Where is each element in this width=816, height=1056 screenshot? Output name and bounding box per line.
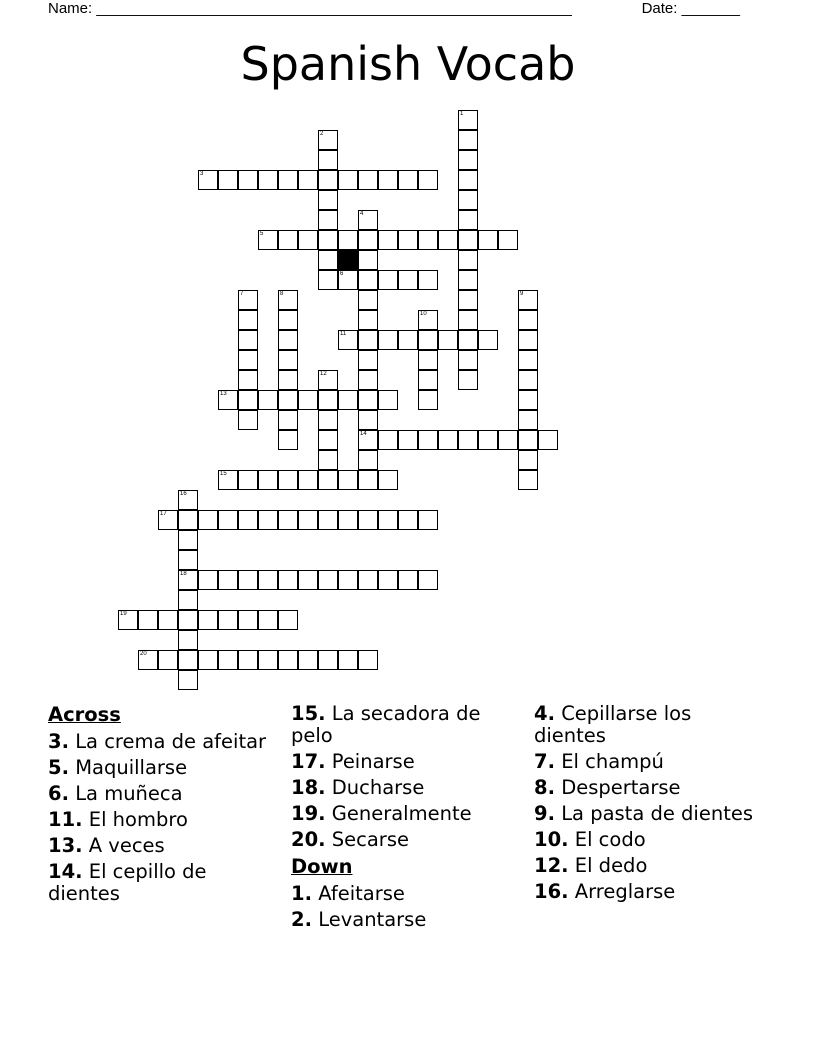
grid-cell xyxy=(178,650,198,670)
grid-cell xyxy=(278,290,298,310)
grid-cell xyxy=(318,430,338,450)
grid-cell xyxy=(338,650,358,670)
clue-column-2 xyxy=(291,703,523,935)
cell-number: 19 xyxy=(120,611,127,617)
grid-cell xyxy=(358,290,378,310)
cell-number: 17 xyxy=(160,511,167,517)
grid-cell xyxy=(178,630,198,650)
across-clue: 13. A veces xyxy=(48,834,165,857)
grid-cell xyxy=(258,170,278,190)
grid-cell xyxy=(278,430,298,450)
grid-cell xyxy=(258,610,278,630)
grid-cell xyxy=(358,470,378,490)
grid-cell xyxy=(178,570,198,590)
grid-cell xyxy=(478,430,498,450)
grid-cell xyxy=(418,370,438,390)
grid-cell xyxy=(338,470,358,490)
grid-cell xyxy=(298,170,318,190)
cell-number: 18 xyxy=(180,571,187,577)
grid-cell xyxy=(178,550,198,570)
down-clue: 8. Despertarse xyxy=(534,776,681,799)
grid-cell xyxy=(238,610,258,630)
grid-cell xyxy=(278,650,298,670)
grid-cell xyxy=(418,230,438,250)
grid-cell xyxy=(458,250,478,270)
cell-number: 1 xyxy=(460,111,464,117)
grid-cell xyxy=(318,370,338,390)
down-clue: 9. La pasta de dientes xyxy=(534,802,754,825)
grid-cell xyxy=(278,410,298,430)
grid-cell xyxy=(458,330,478,350)
grid-cell xyxy=(518,450,538,470)
grid-cell xyxy=(318,250,338,270)
grid-cell xyxy=(218,170,238,190)
grid-cell xyxy=(298,390,318,410)
grid-cell xyxy=(318,510,338,530)
grid-cell xyxy=(458,370,478,390)
grid-cell xyxy=(418,270,438,290)
grid-cell xyxy=(398,430,418,450)
grid-cell xyxy=(178,490,198,510)
grid-cell xyxy=(338,390,358,410)
grid-cell xyxy=(378,430,398,450)
grid-cell xyxy=(458,430,478,450)
grid-cell xyxy=(238,570,258,590)
grid-cell xyxy=(258,470,278,490)
grid-cell xyxy=(358,650,378,670)
grid-cell xyxy=(458,290,478,310)
grid-cell xyxy=(338,230,358,250)
grid-cell xyxy=(358,370,378,390)
clue-column-1 xyxy=(48,703,280,909)
grid-cell xyxy=(238,370,258,390)
grid-cell xyxy=(178,610,198,630)
grid-cell xyxy=(238,470,258,490)
black-square xyxy=(338,250,358,270)
grid-cell xyxy=(278,610,298,630)
grid-cell xyxy=(358,250,378,270)
grid-cell xyxy=(238,330,258,350)
grid-cell xyxy=(418,430,438,450)
grid-cell xyxy=(378,330,398,350)
grid-cell xyxy=(238,410,258,430)
grid-cell xyxy=(218,510,238,530)
name-field-line: Name: _________________________________________________________ xyxy=(48,0,572,17)
grid-cell xyxy=(458,130,478,150)
grid-cell xyxy=(318,650,338,670)
grid-cell xyxy=(258,570,278,590)
cell-number: 5 xyxy=(260,231,264,237)
grid-cell xyxy=(238,390,258,410)
down-clue: 12. El dedo xyxy=(534,854,648,877)
grid-cell xyxy=(358,410,378,430)
grid-cell xyxy=(318,450,338,470)
across-clue: 3. La crema de afeitar xyxy=(48,730,267,753)
grid-cell xyxy=(318,170,338,190)
across-clue: 14. El cepillo de dientes xyxy=(48,860,207,905)
grid-cell xyxy=(298,510,318,530)
across-clue: 20. Secarse xyxy=(291,828,409,851)
across-clue: 17. Peinarse xyxy=(291,750,415,773)
cell-number: 8 xyxy=(280,291,284,297)
grid-cell xyxy=(358,270,378,290)
down-clue: 2. Levantarse xyxy=(291,908,427,931)
cell-number: 20 xyxy=(140,651,147,657)
down-clue: 1. Afeitarse xyxy=(291,882,405,905)
grid-cell xyxy=(298,650,318,670)
grid-cell xyxy=(278,470,298,490)
grid-cell xyxy=(358,570,378,590)
grid-cell xyxy=(378,570,398,590)
grid-cell xyxy=(258,650,278,670)
page-title: Spanish Vocab xyxy=(240,37,576,91)
grid-cell xyxy=(218,570,238,590)
grid-cell xyxy=(238,310,258,330)
grid-cell xyxy=(458,150,478,170)
grid-cell xyxy=(378,510,398,530)
grid-cell xyxy=(358,510,378,530)
grid-cell xyxy=(378,230,398,250)
grid-cell xyxy=(518,350,538,370)
grid-cell xyxy=(498,230,518,250)
grid-cell xyxy=(398,510,418,530)
grid-cell xyxy=(458,270,478,290)
grid-cell xyxy=(458,210,478,230)
grid-cell xyxy=(518,430,538,450)
grid-cell xyxy=(358,350,378,370)
grid-cell xyxy=(418,570,438,590)
grid-cell xyxy=(158,610,178,630)
grid-cell xyxy=(398,230,418,250)
grid-cell xyxy=(318,570,338,590)
grid-cell xyxy=(358,330,378,350)
grid-cell xyxy=(358,390,378,410)
cell-number: 12 xyxy=(320,371,327,377)
grid-cell xyxy=(398,170,418,190)
grid-cell xyxy=(458,350,478,370)
cell-number: 2 xyxy=(320,131,324,137)
grid-cell xyxy=(518,370,538,390)
cell-number: 3 xyxy=(200,171,204,177)
grid-cell xyxy=(318,130,338,150)
grid-cell xyxy=(278,390,298,410)
grid-cell xyxy=(198,650,218,670)
cell-number: 16 xyxy=(180,491,187,497)
grid-cell xyxy=(458,110,478,130)
cell-number: 15 xyxy=(220,471,227,477)
grid-cell xyxy=(298,230,318,250)
across-clue: 6. La muñeca xyxy=(48,782,183,805)
grid-cell xyxy=(398,270,418,290)
down-clue: 10. El codo xyxy=(534,828,646,851)
grid-cell xyxy=(258,230,278,250)
grid-cell xyxy=(278,230,298,250)
across-clue: 19. Generalmente xyxy=(291,802,472,825)
grid-cell xyxy=(198,610,218,630)
grid-cell xyxy=(338,330,358,350)
grid-cell xyxy=(278,330,298,350)
grid-cell xyxy=(418,510,438,530)
grid-cell xyxy=(478,330,498,350)
grid-cell xyxy=(338,170,358,190)
down-heading: Down xyxy=(291,855,353,878)
grid-cell xyxy=(318,470,338,490)
grid-cell xyxy=(358,170,378,190)
grid-cell xyxy=(518,470,538,490)
grid-cell xyxy=(218,650,238,670)
grid-cell xyxy=(458,310,478,330)
cell-number: 6 xyxy=(340,271,344,277)
grid-cell xyxy=(358,430,378,450)
grid-cell xyxy=(278,370,298,390)
grid-cell xyxy=(338,270,358,290)
grid-cell xyxy=(318,210,338,230)
grid-cell xyxy=(418,330,438,350)
grid-cell xyxy=(158,650,178,670)
grid-cell xyxy=(298,470,318,490)
grid-cell xyxy=(518,290,538,310)
grid-cell xyxy=(538,430,558,450)
grid-cell xyxy=(358,210,378,230)
grid-cell xyxy=(518,330,538,350)
grid-cell xyxy=(278,310,298,330)
cell-number: 7 xyxy=(240,291,244,297)
grid-cell xyxy=(218,610,238,630)
down-clue: 16. Arreglarse xyxy=(534,880,676,903)
grid-cell xyxy=(218,390,238,410)
grid-cell xyxy=(398,330,418,350)
across-clue: 18. Ducharse xyxy=(291,776,425,799)
grid-cell xyxy=(198,170,218,190)
grid-cell xyxy=(338,510,358,530)
grid-cell xyxy=(158,510,178,530)
cell-number: 9 xyxy=(520,291,524,297)
cell-number: 11 xyxy=(340,331,347,337)
grid-cell xyxy=(278,170,298,190)
grid-cell xyxy=(238,290,258,310)
grid-cell xyxy=(358,230,378,250)
grid-cell xyxy=(318,390,338,410)
grid-cell xyxy=(358,450,378,470)
grid-cell xyxy=(378,390,398,410)
cell-number: 14 xyxy=(360,431,367,437)
grid-cell xyxy=(258,510,278,530)
grid-cell xyxy=(518,410,538,430)
grid-cell xyxy=(218,470,238,490)
across-clue: 15. La secadora de pelo xyxy=(291,702,481,747)
grid-cell xyxy=(178,530,198,550)
grid-cell xyxy=(278,350,298,370)
grid-cell xyxy=(418,170,438,190)
grid-cell xyxy=(318,230,338,250)
grid-cell xyxy=(298,570,318,590)
grid-cell xyxy=(418,350,438,370)
grid-cell xyxy=(118,610,138,630)
grid-cell xyxy=(398,570,418,590)
grid-cell xyxy=(238,510,258,530)
grid-cell xyxy=(198,510,218,530)
grid-cell xyxy=(458,190,478,210)
grid-cell xyxy=(378,470,398,490)
grid-cell xyxy=(318,270,338,290)
grid-cell xyxy=(478,230,498,250)
grid-cell xyxy=(458,170,478,190)
grid-cell xyxy=(318,190,338,210)
grid-cell xyxy=(178,590,198,610)
grid-cell xyxy=(438,230,458,250)
grid-cell xyxy=(278,570,298,590)
cell-number: 4 xyxy=(360,211,364,217)
grid-cell xyxy=(238,650,258,670)
grid-cell xyxy=(278,510,298,530)
grid-cell xyxy=(358,310,378,330)
across-heading: Across xyxy=(48,703,121,726)
grid-cell xyxy=(318,150,338,170)
grid-cell xyxy=(378,170,398,190)
grid-cell xyxy=(418,310,438,330)
down-clue: 7. El champú xyxy=(534,750,664,773)
grid-cell xyxy=(138,610,158,630)
cell-number: 13 xyxy=(220,391,227,397)
down-clue: 4. Cepillarse los dientes xyxy=(534,702,692,747)
grid-cell xyxy=(178,510,198,530)
grid-cell xyxy=(178,670,198,690)
across-clue: 5. Maquillarse xyxy=(48,756,188,779)
clue-column-3 xyxy=(534,703,766,907)
grid-cell xyxy=(138,650,158,670)
grid-cell xyxy=(518,310,538,330)
grid-cell xyxy=(338,570,358,590)
grid-cell xyxy=(518,390,538,410)
grid-cell xyxy=(238,170,258,190)
date-field-line: Date: _______ xyxy=(641,0,740,17)
grid-cell xyxy=(418,390,438,410)
grid-cell xyxy=(378,270,398,290)
cell-number: 10 xyxy=(420,311,427,317)
grid-cell xyxy=(318,410,338,430)
across-clue: 11. El hombro xyxy=(48,808,188,831)
grid-cell xyxy=(438,330,458,350)
grid-cell xyxy=(198,570,218,590)
grid-cell xyxy=(258,390,278,410)
grid-cell xyxy=(238,350,258,370)
grid-cell xyxy=(438,430,458,450)
grid-cell xyxy=(458,230,478,250)
grid-cell xyxy=(498,430,518,450)
